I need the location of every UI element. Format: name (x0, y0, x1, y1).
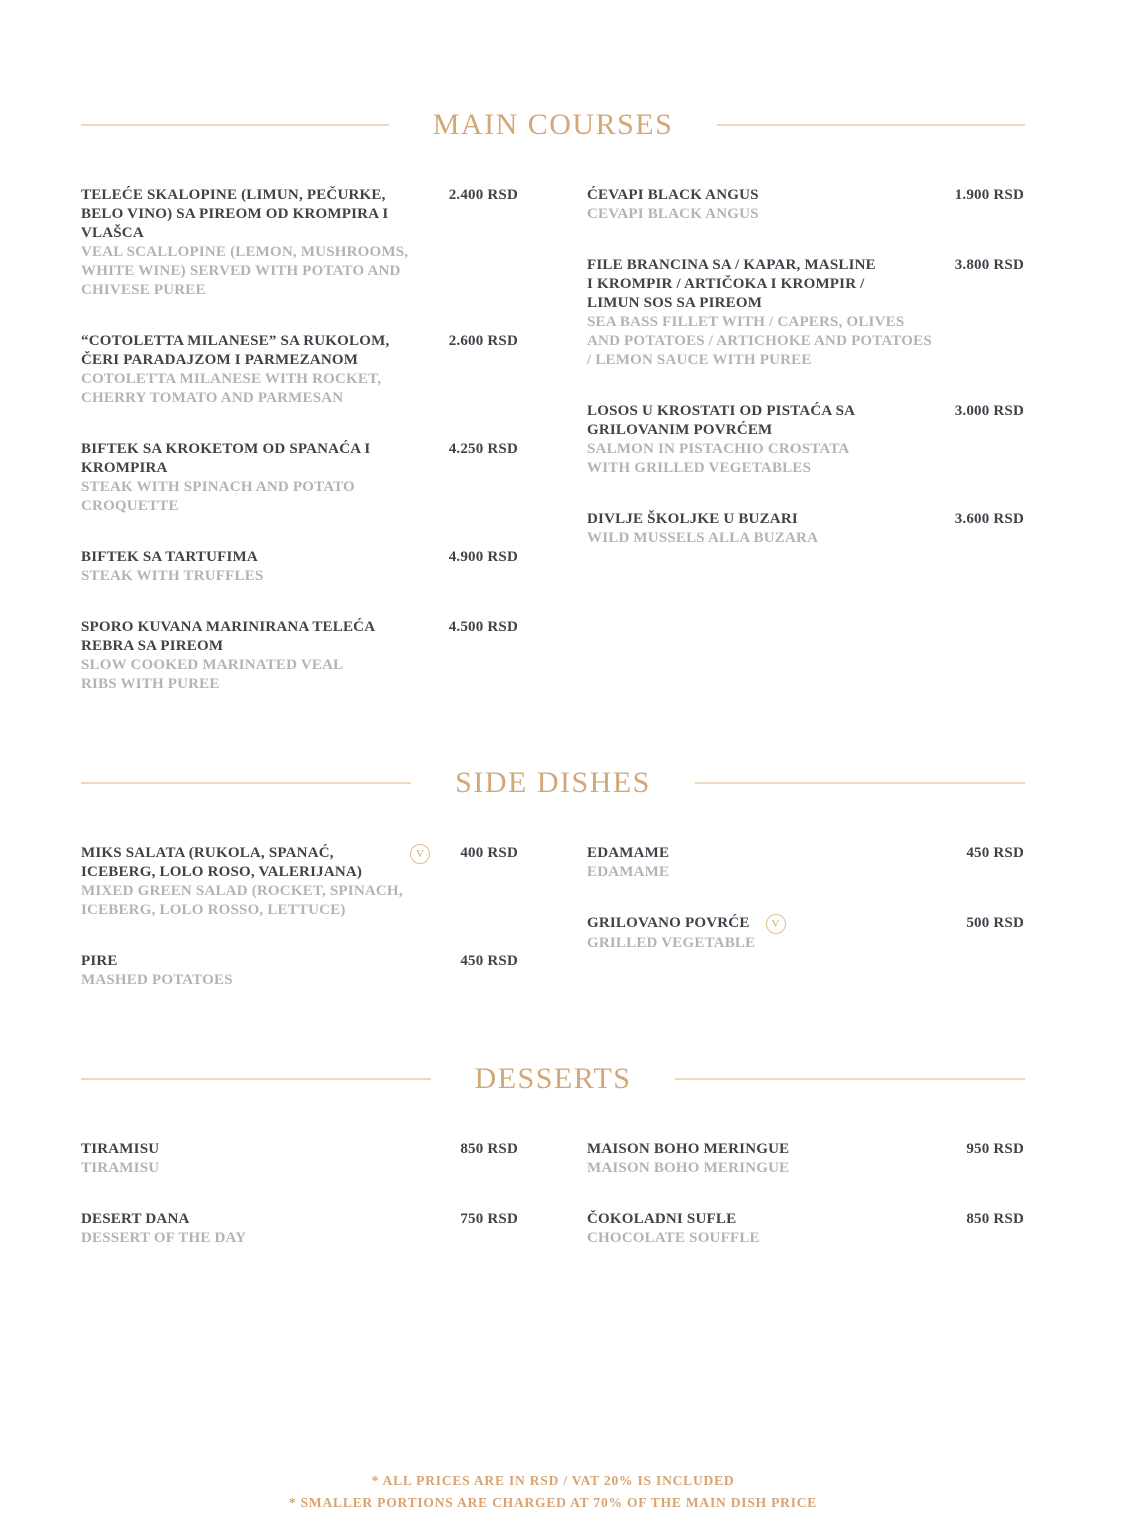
menu-item (81, 952, 518, 990)
main-courses-columns (81, 186, 1025, 694)
divider-line (81, 782, 411, 784)
dish-name: SPORO KUVANA MARINIRANA TELEĆA REBRA SA PIREOM (81, 619, 375, 654)
dish-name: DESERT DANA (81, 1211, 190, 1227)
dish-price: 400 RSD (460, 845, 518, 861)
dish-name: FILE BRANCINA SA / KAPAR, MASLINE I KROMPIR / ARTIČOKA I KROMPIR / LIMUN SOS SA PIREOM (587, 257, 876, 311)
section-header-main-courses (81, 106, 1025, 144)
dish-name: BIFTEK SA KROKETOM OD SPANAĆA I KROMPIRA (81, 441, 371, 476)
menu-item (587, 186, 1024, 224)
dish-price: 3.600 RSD (954, 511, 1024, 527)
dish-price: 4.250 RSD (448, 441, 518, 457)
side-dishes-right-column (587, 844, 1024, 990)
dish-name: TELEĆE SKALOPINE (LIMUN, PEČURKE, BELO VINO) SA PIREOM OD KROMPIRA I VLAŠCA (81, 187, 389, 241)
menu-item (587, 256, 1024, 370)
menu-item (587, 510, 1024, 548)
menu-item-text (81, 844, 430, 920)
menu-item-text (587, 256, 936, 370)
dish-price: 500 RSD (966, 915, 1024, 931)
section-title-main-courses: MAIN COURSES (432, 108, 674, 141)
menu-item (81, 1210, 518, 1248)
dish-translation: EDAMAME (587, 864, 670, 880)
dish-name: BIFTEK SA TARTUFIMA (81, 549, 258, 565)
side-dishes-left-column (81, 844, 518, 990)
dish-price: 3.800 RSD (954, 257, 1024, 273)
menu-item-text (81, 332, 430, 408)
dish-translation: WILD MUSSELS ALLA BUZARA (587, 530, 819, 546)
desserts-left-column (81, 1140, 518, 1248)
menu-item (587, 914, 1024, 953)
dish-translation: CEVAPI BLACK ANGUS (587, 206, 759, 222)
menu-item (587, 1210, 1024, 1248)
menu-item-text (587, 186, 936, 224)
dish-translation: CHOCOLATE SOUFFLE (587, 1230, 760, 1246)
dish-price: 4.900 RSD (448, 549, 518, 565)
dish-price: 2.600 RSD (448, 333, 518, 349)
menu-item (587, 844, 1024, 882)
menu-item (587, 402, 1024, 478)
divider-line (81, 124, 389, 126)
menu-item (81, 186, 518, 300)
dish-name: MIKS SALATA (RUKOLA, SPANAĆ, ICEBERG, LOLO ROSO, VALERIJANA) (81, 845, 363, 880)
menu-item-text (81, 618, 430, 694)
footer-notes (81, 1470, 1025, 1514)
desserts-columns (81, 1140, 1025, 1248)
menu-item-text (81, 440, 430, 516)
dish-translation: SEA BASS FILLET WITH / CAPERS, OLIVES AND POTATOES / ARTICHOKE AND POTATOES / LEMON SAUCE WITH PUREE (587, 314, 932, 368)
dish-price: 4.500 RSD (448, 619, 518, 635)
footer-note-prices: * ALL PRICES ARE IN RSD / VAT 20% IS INCLUDED (371, 1473, 735, 1488)
dish-price: 850 RSD (460, 1141, 518, 1157)
divider-line (675, 1078, 1025, 1080)
desserts-right-column (587, 1140, 1024, 1248)
dish-name: EDAMAME (587, 845, 670, 861)
dish-price: 1.900 RSD (954, 187, 1024, 203)
dish-translation: MIXED GREEN SALAD (ROCKET, SPINACH, ICEBERG, LOLO ROSSO, LETTUCE) (81, 883, 403, 918)
dish-price: 850 RSD (966, 1211, 1024, 1227)
dish-name: PIRE (81, 953, 118, 969)
footer-note-portions: * SMALLER PORTIONS ARE CHARGED AT 70% OF THE MAIN DISH PRICE (288, 1495, 818, 1510)
main-courses-right-column (587, 186, 1024, 694)
dish-price: 450 RSD (966, 845, 1024, 861)
dish-translation: MAISON BOHO MERINGUE (587, 1160, 790, 1176)
dish-name: ČOKOLADNI SUFLE (587, 1211, 737, 1227)
dish-translation: SLOW COOKED MARINATED VEAL RIBS WITH PUREE (81, 657, 343, 692)
section-header-side-dishes (81, 764, 1025, 802)
menu-item (81, 332, 518, 408)
menu-item-text (587, 1140, 936, 1178)
dish-price: 450 RSD (460, 953, 518, 969)
section-header-desserts (81, 1060, 1025, 1098)
dish-name: GRILOVANO POVRĆE (587, 915, 750, 931)
dish-translation: STEAK WITH TRUFFLES (81, 568, 264, 584)
divider-line (717, 124, 1025, 126)
dish-name: DIVLJE ŠKOLJKE U BUZARI (587, 511, 798, 527)
dish-translation: MASHED POTATOES (81, 972, 233, 988)
menu-item-text (81, 186, 430, 300)
side-dishes-columns (81, 844, 1025, 990)
dish-translation: VEAL SCALLOPINE (LEMON, MUSHROOMS, WHITE WINE) SERVED WITH POTATO AND CHIVESE PUREE (81, 244, 409, 298)
dish-price: 2.400 RSD (448, 187, 518, 203)
divider-line (695, 782, 1025, 784)
dish-name: LOSOS U KROSTATI OD PISTAĆA SA GRILOVANIM POVRĆEM (587, 403, 855, 438)
vegetarian-badge-icon: V (410, 844, 430, 864)
section-title-desserts: DESSERTS (474, 1062, 632, 1095)
divider-line (81, 1078, 431, 1080)
menu-item-text (81, 952, 430, 990)
dish-translation: SALMON IN PISTACHIO CROSTATA WITH GRILLED VEGETABLES (587, 441, 849, 476)
dish-translation: DESSERT OF THE DAY (81, 1230, 247, 1246)
dish-price: 3.000 RSD (954, 403, 1024, 419)
menu-item (81, 440, 518, 516)
dish-translation: COTOLETTA MILANESE WITH ROCKET, CHERRY TOMATO AND PARMESAN (81, 371, 382, 406)
menu-item-text (587, 914, 936, 953)
menu-item-text (587, 510, 936, 548)
dish-price: 950 RSD (966, 1141, 1024, 1157)
menu-item (81, 1140, 518, 1178)
menu-item-text (587, 844, 936, 882)
dish-translation: TIRAMISU (81, 1160, 160, 1176)
menu-item (81, 618, 518, 694)
menu-item (587, 1140, 1024, 1178)
vegetarian-badge-icon: V (766, 914, 786, 934)
menu-item-text (81, 548, 430, 586)
menu-item (81, 844, 518, 920)
main-courses-left-column (81, 186, 518, 694)
dish-translation: STEAK WITH SPINACH AND POTATO CROQUETTE (81, 479, 355, 514)
dish-name: TIRAMISU (81, 1141, 160, 1157)
menu-item-text (81, 1210, 430, 1248)
section-title-side-dishes: SIDE DISHES (455, 766, 651, 799)
dish-name: MAISON BOHO MERINGUE (587, 1141, 790, 1157)
menu-item-text (587, 1210, 936, 1248)
dish-price: 750 RSD (460, 1211, 518, 1227)
dish-translation: GRILLED VEGETABLE (587, 935, 756, 951)
menu-item-text (587, 402, 936, 478)
dish-name: ĆEVAPI BLACK ANGUS (587, 187, 759, 203)
menu-item-text (81, 1140, 430, 1178)
dish-name: “COTOLETTA MILANESE” SA RUKOLOM, ČERI PARADAJZOM I PARMEZANOM (81, 333, 390, 368)
menu-item (81, 548, 518, 586)
